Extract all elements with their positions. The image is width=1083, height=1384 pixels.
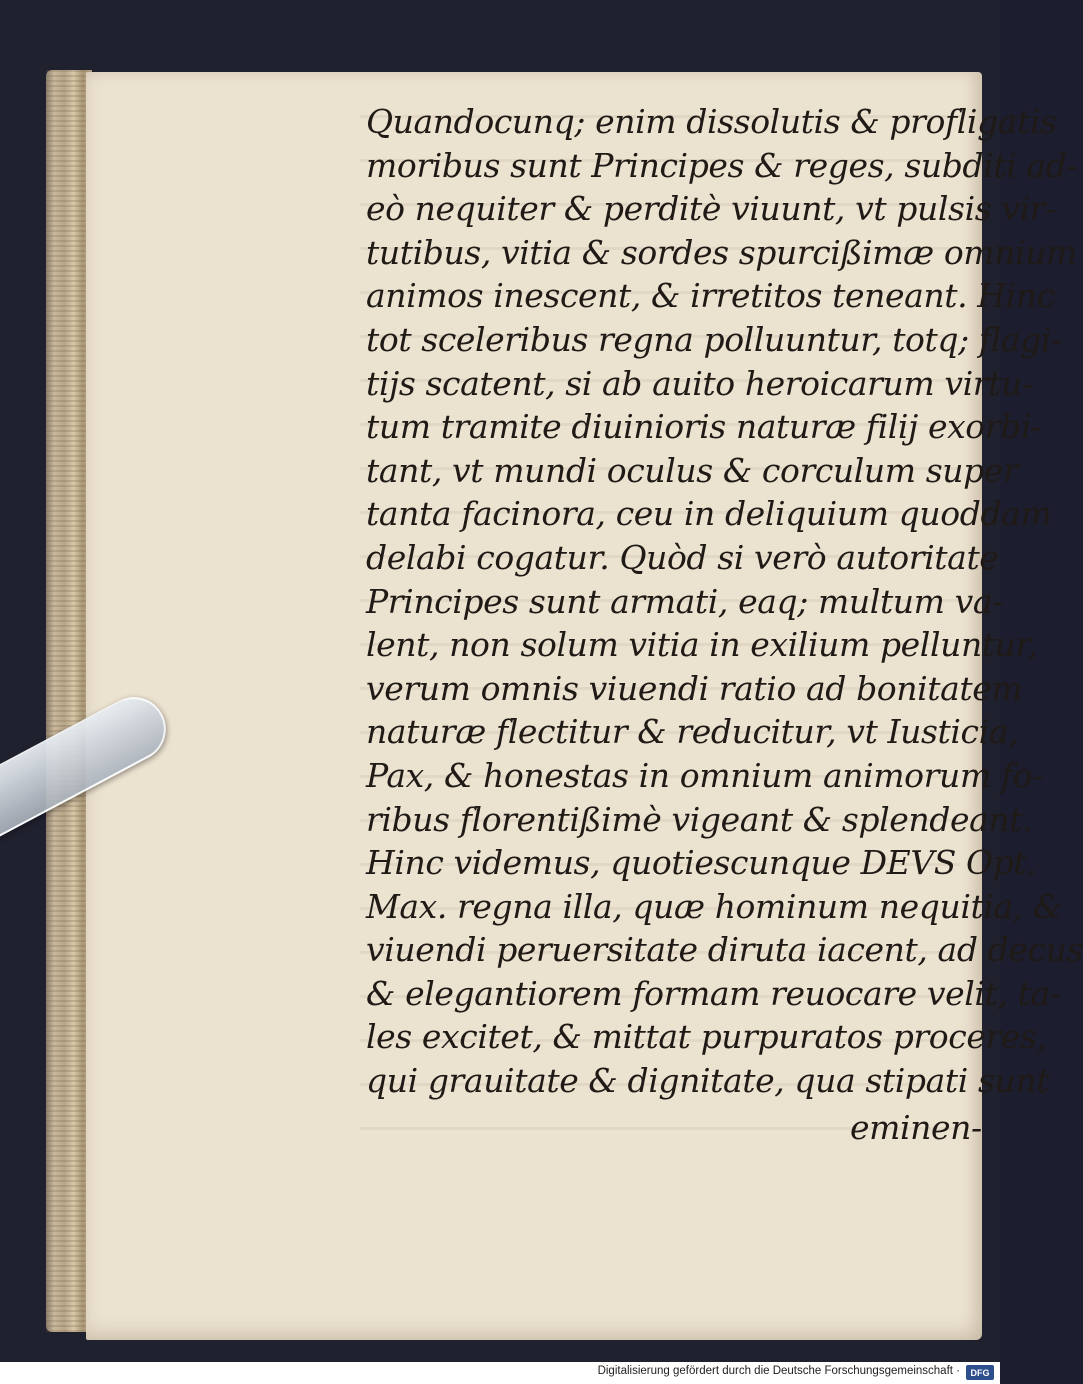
text-line: tant, vt mundi oculus & corculum super bbox=[366, 450, 1019, 490]
text-line: viuendi peruersitate diruta iacent, ad decus bbox=[366, 930, 1083, 970]
text-line: tum tramite diuinioris naturæ filij exorbi- bbox=[366, 407, 1042, 447]
dfg-logo-icon: DFG bbox=[966, 1365, 994, 1380]
text-line: Quandocunq; enim dissolutis & profligatis bbox=[366, 102, 1057, 141]
text-line: naturæ flectitur & reducitur, vt Iusticia, bbox=[366, 712, 1019, 752]
text-line: Principes sunt armati, eaq; multum va- bbox=[366, 581, 1003, 621]
footer-bar bbox=[0, 1362, 1000, 1384]
text-line: & elegantiorem formam reuocare velit, ta- bbox=[366, 973, 1061, 1013]
text-line: tot sceleribus regna polluuntur, totq; flagi- bbox=[366, 319, 1062, 359]
catchword: eminen- bbox=[850, 1108, 982, 1147]
body-text bbox=[366, 100, 1083, 1103]
text-line: moribus sunt Principes & reges, subditi ad- bbox=[366, 145, 1078, 185]
text-line: Pax, & honestas in omnium animorum fo- bbox=[366, 755, 1043, 795]
funding-credit: Digitalisierung gefördert durch die Deutsche Forschungsgemeinschaft · bbox=[597, 1365, 960, 1377]
text-line: Max. regna illa, quæ hominum nequitia, & bbox=[366, 886, 1062, 926]
text-line: Hinc videmus, quotiescunque DEVS Opt. bbox=[366, 843, 1037, 883]
text-line: verum omnis viuendi ratio ad bonitatem bbox=[366, 668, 1023, 708]
text-line: eò nequiter & perditè viuunt, vt pulsis vir- bbox=[366, 189, 1056, 229]
text-line: tutibus, vitia & sordes spurcißimæ omnium bbox=[366, 232, 1077, 272]
text-line: qui grauitate & dignitate, qua stipati sunt bbox=[366, 1061, 1050, 1101]
text-line: delabi cogatur. Quòd si verò autoritate bbox=[366, 537, 999, 577]
text-line: les excitet, & mittat purpuratos proceres, bbox=[366, 1017, 1047, 1057]
text-line: tanta facinora, ceu in deliquium quoddam bbox=[366, 494, 1052, 534]
text-line: ribus florentißimè vigeant & splendeant. bbox=[366, 799, 1033, 839]
text-line: animos inescent, & irretitos teneant. Hinc bbox=[366, 276, 1055, 316]
text-line: tijs scatent, si ab auito heroicarum virtu- bbox=[366, 363, 1033, 403]
text-line: lent, non solum vitia in exilium pelluntur, bbox=[366, 625, 1038, 665]
